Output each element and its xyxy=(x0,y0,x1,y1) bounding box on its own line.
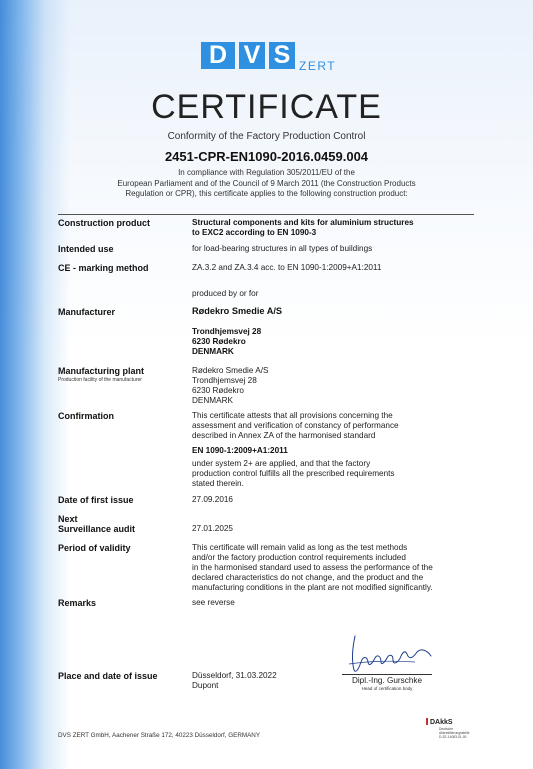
value-manufacturer-name: Rødekro Smedie A/S xyxy=(192,306,283,316)
dakks-mark-text: DAkkS xyxy=(430,719,453,726)
certificate-number: 2451-CPR-EN1090-2016.0459.004 xyxy=(164,149,369,164)
value-ce-marking: ZA.3.2 and ZA.3.4 acc. to EN 1090-1:2009+A1:2011 xyxy=(192,263,382,272)
label-first-issue: Date of first issue xyxy=(58,495,134,505)
label-period-of-validity: Period of validity xyxy=(58,543,131,553)
address-line: 6230 Rødekro xyxy=(192,337,246,346)
sublabel-manufacturing-plant: Production facility of the manufacturer xyxy=(58,377,142,383)
logo-box-d xyxy=(201,42,235,69)
dakks-subtext xyxy=(439,727,469,739)
label-place-date: Place and date of issue xyxy=(58,671,158,681)
address-line: DENMARK xyxy=(192,347,234,356)
produced-by-text: produced by or for xyxy=(192,289,259,298)
value-line: to EXC2 according to EN 1090-3 xyxy=(192,228,317,237)
place-date-line: Düsseldorf, 31.03.2022 xyxy=(192,671,277,680)
confirmation-line: under system 2+ are applied, and that the factory xyxy=(192,459,371,468)
label-ce-marking: CE - marking method xyxy=(58,263,149,273)
validity-line: manufacturing conditions in the plant are not modified significantly. xyxy=(192,583,433,592)
value-confirmation-standard: EN 1090-1:2009+A1:2011 xyxy=(192,446,288,455)
label-manufacturer: Manufacturer xyxy=(58,307,116,317)
intro-line: European Parliament and of the Council of 9 March 2011 (the Construction Products xyxy=(117,178,416,188)
intro-line: Regulation or CPR), this certificate applies to the following construction product: xyxy=(125,189,408,198)
confirmation-line: described in Annex ZA of the harmonised standard xyxy=(192,431,376,440)
confirmation-line: stated therein. xyxy=(192,479,244,488)
logo-box-v xyxy=(239,42,265,69)
confirmation-line: assessment and verification of constancy of performance xyxy=(192,421,399,430)
footer-address: DVS ZERT GmbH, Aachener Straße 172, 40223 Düsseldorf, GERMANY xyxy=(58,732,261,739)
value-line: Structural components and kits for aluminium structures xyxy=(192,218,414,227)
intro-text xyxy=(0,168,533,200)
logo-zert-text: ZERT xyxy=(299,59,337,73)
dakks-logo-text xyxy=(426,718,453,726)
logo-letter-s: S xyxy=(273,41,291,69)
dakks-accreditation-mark xyxy=(426,718,486,744)
divider-line xyxy=(58,214,474,215)
address-line: Trondhjemsvej 28 xyxy=(192,327,262,336)
value-manufacturing-plant xyxy=(192,366,482,406)
value-next-audit: 27.01.2025 xyxy=(192,524,233,533)
signature-graphic xyxy=(345,632,435,676)
value-remarks: see reverse xyxy=(192,598,235,607)
plant-line: DENMARK xyxy=(192,396,233,405)
logo-letter-d: D xyxy=(208,41,228,69)
intro-line: In compliance with Regulation 305/2011/EU of the xyxy=(178,168,355,177)
place-date-line: Dupont xyxy=(192,681,219,690)
validity-line: and/or the factory production control requirements included xyxy=(192,553,406,562)
dakks-flag-icon xyxy=(426,718,428,725)
label-next: Next xyxy=(58,514,78,524)
logo-letter-v: V xyxy=(243,41,261,69)
plant-line: Rødekro Smedie A/S xyxy=(192,366,269,375)
validity-line: This certificate will remain valid as long as the test methods xyxy=(192,543,408,552)
value-confirmation-text1 xyxy=(192,411,482,441)
label-intended-use: Intended use xyxy=(58,244,114,254)
label-manufacturing-plant: Manufacturing plant xyxy=(58,366,144,376)
value-first-issue: 27.09.2016 xyxy=(192,495,233,504)
label-surveillance-audit: Surveillance audit xyxy=(58,524,136,534)
signature-line xyxy=(342,674,432,675)
label-construction-product: Construction product xyxy=(58,218,150,228)
validity-line: in the harmonised standard used to assess the performance of the xyxy=(192,563,433,572)
value-manufacturer-address xyxy=(192,327,482,357)
value-confirmation-text2 xyxy=(192,459,482,489)
signatory-role: Head of certification body xyxy=(361,686,413,691)
dakks-sub-line: Deutsche xyxy=(439,727,453,731)
certificate-title: CERTIFICATE xyxy=(151,88,382,126)
label-remarks: Remarks xyxy=(58,598,97,608)
signatory-name: Dipl.-Ing. Gurschke xyxy=(351,676,423,685)
confirmation-line: production control fulfills all the prescribed requirements xyxy=(192,469,395,478)
dakks-sub-line: D-ZE-14083-01-00 xyxy=(439,735,467,739)
value-intended-use: for load-bearing structures in all types of buildings xyxy=(192,244,373,253)
dakks-sub-line: Akkreditierungsstelle xyxy=(439,731,470,735)
certificate-subtitle: Conformity of the Factory Production Control xyxy=(167,131,366,142)
dvs-zert-logo xyxy=(201,42,347,76)
plant-line: 6230 Rødekro xyxy=(192,386,244,395)
validity-line: declared characteristics do not change, and the product and the xyxy=(192,573,424,582)
label-confirmation: Confirmation xyxy=(58,411,114,421)
value-place-date xyxy=(192,671,312,691)
confirmation-line: This certificate attests that all provisions concerning the xyxy=(192,411,393,420)
value-period-of-validity xyxy=(192,543,492,593)
plant-line: Trondhjemsvej 28 xyxy=(192,376,257,385)
value-construction-product xyxy=(192,218,482,238)
logo-box-s xyxy=(269,42,295,69)
